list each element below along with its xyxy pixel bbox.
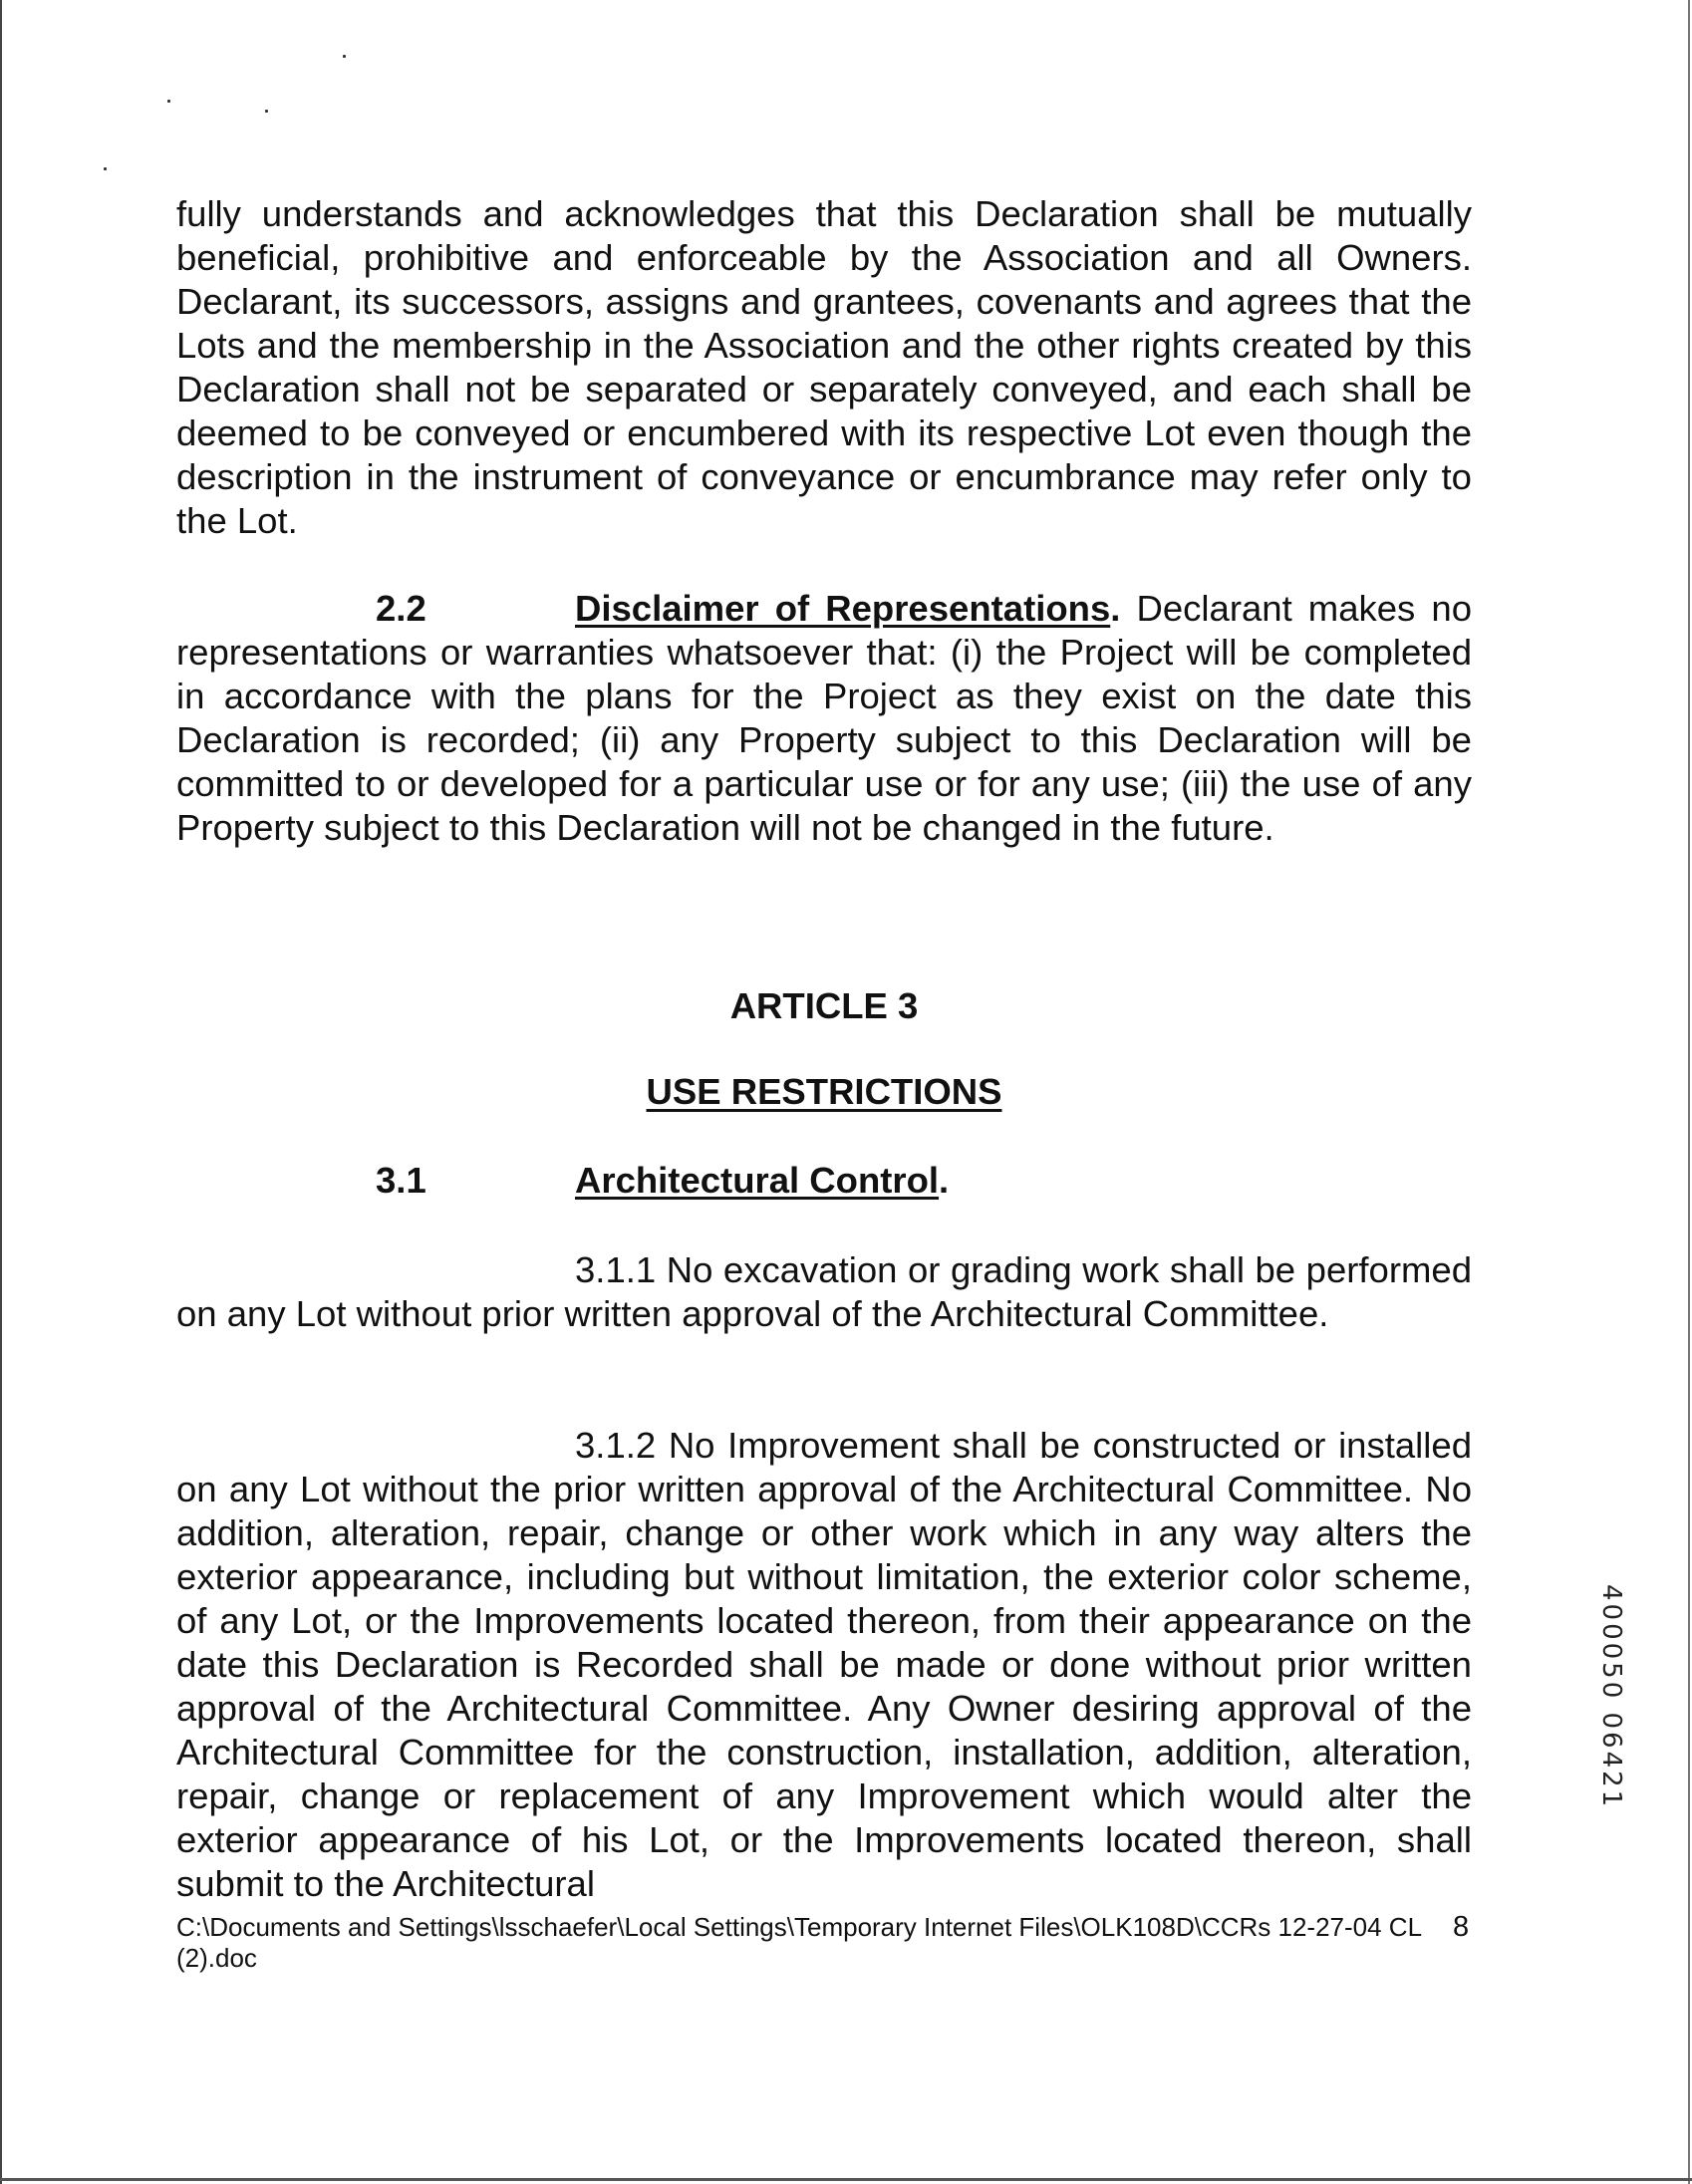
footer-file-path: C:\Documents and Settings\lsschaefer\Local Settings\Temporary Internet Files\OLK108D\CCRs 12-27-04 CL (2).doc (176, 1912, 1422, 1973)
scan-speck (167, 100, 170, 103)
scan-speck (265, 110, 268, 113)
paragraph-3-1-2 (176, 1424, 1472, 1906)
scan-edge-bottom (0, 2178, 1692, 2181)
article-title: USE RESTRICTIONS (646, 1071, 1002, 1112)
page-number: 8 (1453, 1911, 1470, 1943)
section-2-2-body: Declarant makes no representations or warranties whatsoever that: (i) the Project will be completed in accordance with the plans for the Project as they exist on the date this Declaration is recorded; (ii) any Property subject to this Declaration will be committed to or developed for a particular use or for any use; (iii) the use of any Property subject to this Declaration will not be changed in the future. (176, 588, 1472, 848)
section-2-2-title-period: . (1110, 588, 1121, 629)
section-3-1-number: 3.1 (376, 1160, 426, 1201)
scan-speck (343, 55, 346, 58)
section-3-1-heading (176, 1159, 949, 1203)
paragraph-intro: fully understands and acknowledges that this Declaration shall be mutually beneficial, prohibitive and enforceable by the Association and all Owners. Declarant, its successors, assigns and grantees, covenants and agrees that the Lots and the membership in the Association and the other rights created by this Declaration shall not be separated or separately conveyed, and each shall be deemed to be conveyed or encumbered with its respective Lot even though the description in the instrument of conveyance or encumbrance may refer only to the Lot. (176, 193, 1472, 541)
paragraph-3-1-1 (176, 1248, 1472, 1336)
section-3-1-title-period: . (939, 1160, 950, 1201)
section-2-2 (176, 587, 1472, 850)
scan-speck (104, 167, 107, 170)
paragraph-3-1-1-text: 3.1.1 No excavation or grading work shall be performed on any Lot without prior written approval of the Architectural Committee. (176, 1249, 1472, 1334)
scan-edge-right (1688, 0, 1690, 2184)
recording-stamp (1592, 1584, 1632, 1883)
paragraph-3-1-2-text: 3.1.2 No Improvement shall be constructed or installed on any Lot without the prior written approval of the Architectural Committee. No addition, alteration, repair, change or other work which in any way alters the exterior appearance, including but without limitation, the exterior color scheme, of any Lot, or the Improvements located thereon, from their appearance on the date this Declaration is Recorded shall be made or done without prior written approval of the Architectural Committee. Any Owner desiring approval of the Architectural Committee for the construction, installation, addition, alteration, repair, change or replacement of any Improvement which would alter the exterior appearance of his Lot, or the Improvements located thereon, shall submit to the Architectural (176, 1425, 1472, 1904)
article-heading: ARTICLE 3 (729, 985, 919, 1026)
section-3-1-title: Architectural Control (575, 1160, 940, 1201)
section-2-2-number: 2.2 (376, 588, 426, 629)
section-2-2-title: Disclaimer of Representations (575, 588, 1111, 629)
recording-stamp-number: 400050 06421 (1596, 1584, 1626, 1810)
